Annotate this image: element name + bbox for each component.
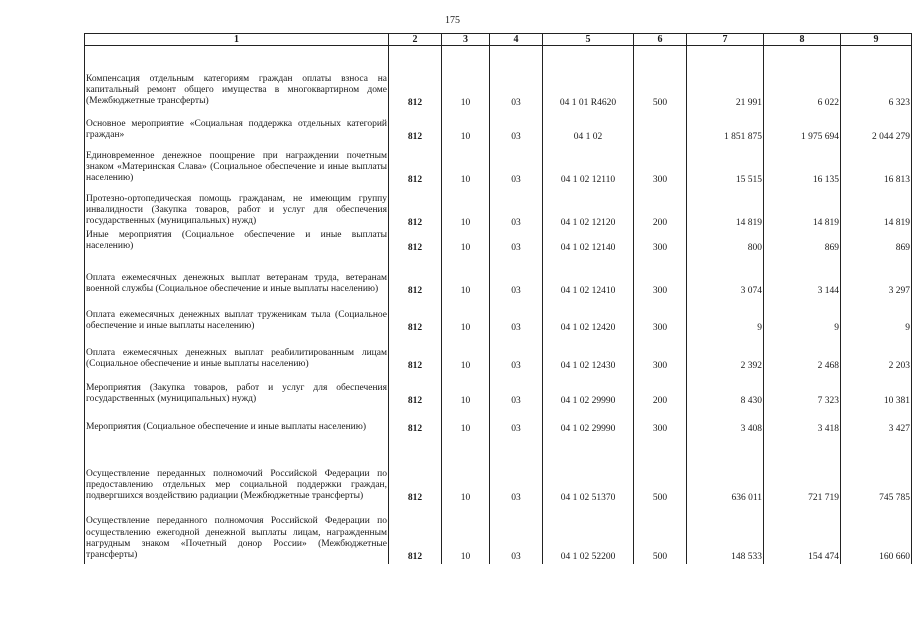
admin-code: 812 [389, 298, 442, 335]
admin-code: 812 [389, 335, 442, 373]
target-article-code: 04 1 02 12430 [543, 335, 634, 373]
amount-col-9: 9 [841, 298, 912, 335]
section-code: 10 [442, 373, 490, 408]
amount-col-8: 154 474 [764, 505, 841, 564]
amount-col-8: 16 135 [764, 144, 841, 187]
amount-col-7: 2 392 [687, 335, 764, 373]
amount-col-9: 2 203 [841, 335, 912, 373]
column-header: 6 [634, 34, 687, 46]
amount-col-9: 869 [841, 230, 912, 255]
table-row [85, 436, 912, 505]
amount-col-7: 800 [687, 230, 764, 255]
amount-col-7: 14 819 [687, 187, 764, 230]
section-code: 10 [442, 230, 490, 255]
amount-col-8: 1 975 694 [764, 110, 841, 144]
row-description: Оплата ежемесячных денежных выплат труженикам тыла (Социальное обеспечение и иные выплаты населению) [85, 298, 389, 335]
page-number: 175 [445, 15, 460, 26]
section-code: 10 [442, 505, 490, 564]
row-description: Протезно-ортопедическая помощь гражданам, не имеющим группу инвалидности (Закупка товаров, работ и услуг для обеспечения государственных (муниципальных) нужд) [85, 187, 389, 230]
section-code: 10 [442, 298, 490, 335]
section-code: 10 [442, 110, 490, 144]
target-article-code: 04 1 02 12410 [543, 255, 634, 298]
column-header: 8 [764, 34, 841, 46]
amount-col-7: 3 408 [687, 408, 764, 436]
section-code: 10 [442, 436, 490, 505]
column-header: 3 [442, 34, 490, 46]
amount-col-8: 3 418 [764, 408, 841, 436]
amount-col-7: 1 851 875 [687, 110, 764, 144]
column-header: 1 [85, 34, 389, 46]
table-row [85, 187, 912, 230]
amount-col-7: 21 991 [687, 46, 764, 110]
amount-col-9: 6 323 [841, 46, 912, 110]
subsection-code: 03 [490, 505, 543, 564]
section-code: 10 [442, 144, 490, 187]
amount-col-9: 160 660 [841, 505, 912, 564]
admin-code: 812 [389, 110, 442, 144]
budget-table [84, 33, 912, 564]
amount-col-8: 9 [764, 298, 841, 335]
expense-type-code [634, 110, 687, 144]
row-description: Оплата ежемесячных денежных выплат реабилитированным лицам (Социальное обеспечение и иные выплаты населению) [85, 335, 389, 373]
table-row [85, 505, 912, 564]
row-description: Основное мероприятие «Социальная поддержка отдельных категорий граждан» [85, 110, 389, 144]
expense-type-code: 300 [634, 408, 687, 436]
admin-code: 812 [389, 255, 442, 298]
expense-type-code: 500 [634, 46, 687, 110]
expense-type-code: 200 [634, 187, 687, 230]
admin-code: 812 [389, 230, 442, 255]
row-description: Единовременное денежное поощрение при награждении почетным знаком «Материнская Слава» (Социальное обеспечение и иные выплаты населению) [85, 144, 389, 187]
expense-type-code: 300 [634, 335, 687, 373]
admin-code: 812 [389, 505, 442, 564]
target-article-code: 04 1 02 51370 [543, 436, 634, 505]
column-header: 9 [841, 34, 912, 46]
header-row [85, 34, 912, 46]
amount-col-7: 636 011 [687, 436, 764, 505]
row-description: Мероприятия (Социальное обеспечение и иные выплаты населению) [85, 408, 389, 436]
amount-col-8: 14 819 [764, 187, 841, 230]
expense-type-code: 500 [634, 505, 687, 564]
admin-code: 812 [389, 46, 442, 110]
table-row [85, 373, 912, 408]
column-header: 4 [490, 34, 543, 46]
subsection-code: 03 [490, 335, 543, 373]
amount-col-7: 8 430 [687, 373, 764, 408]
admin-code: 812 [389, 436, 442, 505]
column-header: 7 [687, 34, 764, 46]
table-row [85, 110, 912, 144]
section-code: 10 [442, 335, 490, 373]
admin-code: 812 [389, 408, 442, 436]
amount-col-9: 745 785 [841, 436, 912, 505]
amount-col-7: 9 [687, 298, 764, 335]
amount-col-9: 16 813 [841, 144, 912, 187]
amount-col-8: 7 323 [764, 373, 841, 408]
subsection-code: 03 [490, 144, 543, 187]
amount-col-7: 148 533 [687, 505, 764, 564]
target-article-code: 04 1 02 29990 [543, 373, 634, 408]
amount-col-9: 2 044 279 [841, 110, 912, 144]
row-description: Иные мероприятия (Социальное обеспечение и иные выплаты населению) [85, 230, 389, 255]
admin-code: 812 [389, 373, 442, 408]
expense-type-code: 300 [634, 255, 687, 298]
table-row [85, 408, 912, 436]
expense-type-code: 300 [634, 298, 687, 335]
target-article-code: 04 1 01 R4620 [543, 46, 634, 110]
amount-col-8: 869 [764, 230, 841, 255]
column-header: 5 [543, 34, 634, 46]
section-code: 10 [442, 187, 490, 230]
amount-col-7: 3 074 [687, 255, 764, 298]
table-row [85, 255, 912, 298]
amount-col-8: 721 719 [764, 436, 841, 505]
subsection-code: 03 [490, 298, 543, 335]
amount-col-9: 3 297 [841, 255, 912, 298]
subsection-code: 03 [490, 373, 543, 408]
target-article-code: 04 1 02 12420 [543, 298, 634, 335]
target-article-code: 04 1 02 [543, 110, 634, 144]
amount-col-8: 2 468 [764, 335, 841, 373]
admin-code: 812 [389, 144, 442, 187]
target-article-code: 04 1 02 12140 [543, 230, 634, 255]
row-description: Осуществление переданных полномочий Российской Федерации по предоставлению отдельных мер социальной поддержки граждан, подвергшихся воздействию радиации (Межбюджетные трансферты) [85, 436, 389, 505]
target-article-code: 04 1 02 29990 [543, 408, 634, 436]
amount-col-9: 14 819 [841, 187, 912, 230]
table-row [85, 335, 912, 373]
column-header: 2 [389, 34, 442, 46]
target-article-code: 04 1 02 12110 [543, 144, 634, 187]
expense-type-code: 200 [634, 373, 687, 408]
amount-col-8: 6 022 [764, 46, 841, 110]
target-article-code: 04 1 02 52200 [543, 505, 634, 564]
section-code: 10 [442, 408, 490, 436]
amount-col-9: 10 381 [841, 373, 912, 408]
row-description: Оплата ежемесячных денежных выплат ветеранам труда, ветеранам военной службы (Социальное обеспечение и иные выплаты населению) [85, 255, 389, 298]
table-row [85, 46, 912, 110]
subsection-code: 03 [490, 187, 543, 230]
subsection-code: 03 [490, 255, 543, 298]
table-row [85, 230, 912, 255]
subsection-code: 03 [490, 408, 543, 436]
expense-type-code: 300 [634, 144, 687, 187]
expense-type-code: 500 [634, 436, 687, 505]
subsection-code: 03 [490, 46, 543, 110]
amount-col-7: 15 515 [687, 144, 764, 187]
table-row [85, 298, 912, 335]
expense-type-code: 300 [634, 230, 687, 255]
row-description: Осуществление переданного полномочия Российской Федерации по осуществлению ежегодной денежной выплаты лицам, награжденным нагрудным знаком «Почетный донор России» (Межбюджетные трансферты) [85, 505, 389, 564]
amount-col-8: 3 144 [764, 255, 841, 298]
amount-col-9: 3 427 [841, 408, 912, 436]
row-description: Мероприятия (Закупка товаров, работ и услуг для обеспечения государственных (муниципальных) нужд) [85, 373, 389, 408]
admin-code: 812 [389, 187, 442, 230]
section-code: 10 [442, 255, 490, 298]
subsection-code: 03 [490, 230, 543, 255]
row-description: Компенсация отдельным категориям граждан оплаты взноса на капитальный ремонт общего имущества в многоквартирном доме (Межбюджетные трансферты) [85, 46, 389, 110]
subsection-code: 03 [490, 110, 543, 144]
target-article-code: 04 1 02 12120 [543, 187, 634, 230]
table-row [85, 144, 912, 187]
subsection-code: 03 [490, 436, 543, 505]
section-code: 10 [442, 46, 490, 110]
